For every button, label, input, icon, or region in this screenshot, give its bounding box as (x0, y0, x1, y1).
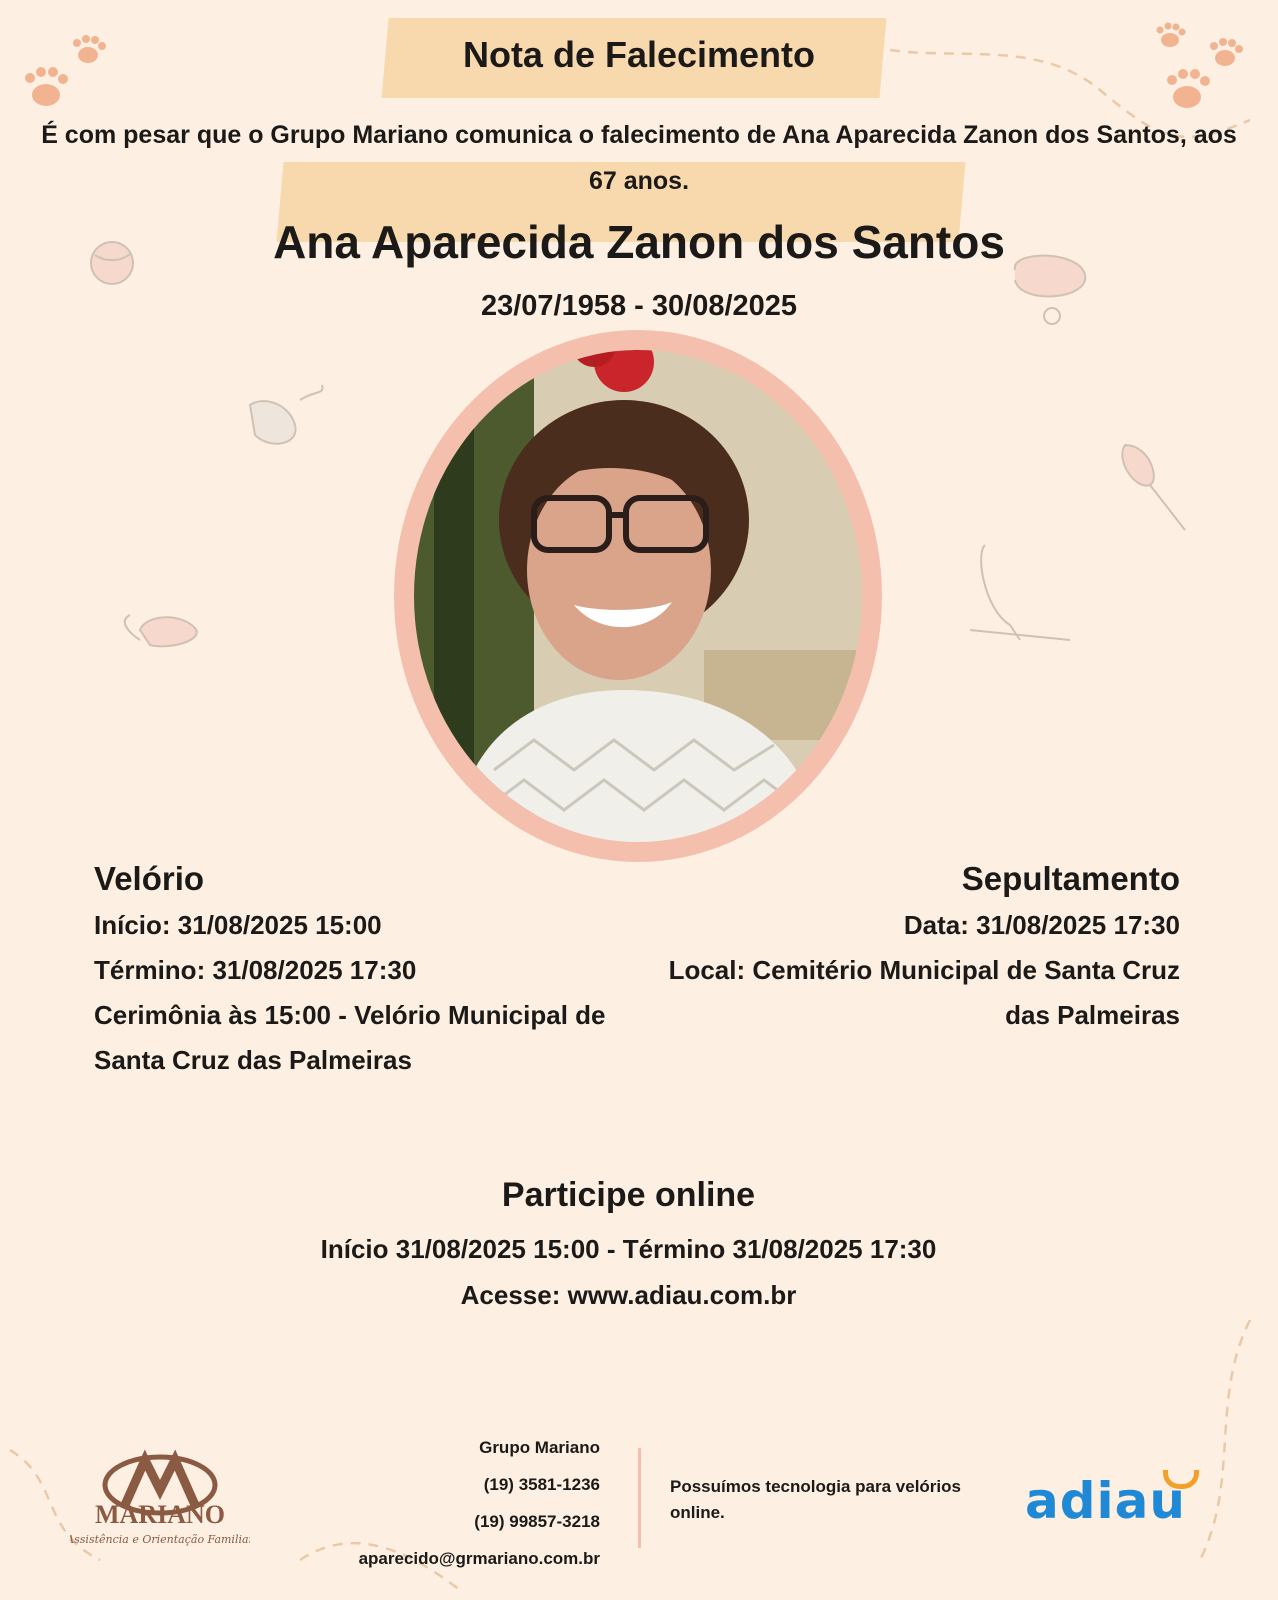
svg-text:MARIANO: MARIANO (95, 1500, 225, 1529)
velorio-cerimonia-line1: Cerimônia às 15:00 - Velório Municipal de (94, 1000, 606, 1030)
phone-2[interactable]: (19) 99857-3218 (474, 1512, 600, 1531)
sepultamento-heading: Sepultamento (961, 860, 1180, 897)
svg-text:Assistência e Orientação Famil: Assistência e Orientação Familiar (70, 1533, 250, 1546)
mariano-logo (70, 1445, 250, 1555)
company-name: Grupo Mariano (479, 1438, 600, 1457)
tech-notice: Possuímos tecnologia para velórios online. (670, 1477, 961, 1522)
online-schedule: Início 31/08/2025 15:00 - Término 31/08/2025 17:30 (320, 1234, 937, 1264)
portrait-photo (414, 350, 862, 842)
velorio-cerimonia-line2: Santa Cruz das Palmeiras (94, 1045, 412, 1075)
velorio-inicio: Início: 31/08/2025 15:00 (94, 910, 382, 940)
sepultamento-data: Data: 31/08/2025 17:30 (903, 910, 1180, 940)
portrait-illustration (414, 350, 862, 842)
email-link[interactable]: aparecido@grmariano.com.br (358, 1549, 600, 1568)
intro-text: É com pesar que o Grupo Mariano comunica o falecimento de Ana Aparecida Zanon dos Santos, aos 67 anos. (41, 121, 1237, 195)
page-title: Nota de Falecimento (462, 34, 816, 75)
velorio-heading: Velório (94, 860, 205, 897)
adiau-logo: adiau (1025, 1472, 1187, 1530)
phone-1[interactable]: (19) 3581-1236 (483, 1475, 600, 1494)
deceased-name: Ana Aparecida Zanon dos Santos (273, 216, 1005, 268)
sepultamento-local-line1: Local: Cemitério Municipal de Santa Cruz (668, 955, 1180, 985)
online-heading: Participe online (501, 1176, 756, 1214)
sepultamento-local-line2: das Palmeiras (1005, 1000, 1180, 1030)
footer-divider (638, 1448, 641, 1548)
life-dates: 23/07/1958 - 30/08/2025 (480, 290, 798, 322)
online-access-link[interactable]: Acesse: www.adiau.com.br (460, 1280, 797, 1310)
velorio-termino: Término: 31/08/2025 17:30 (94, 955, 417, 985)
